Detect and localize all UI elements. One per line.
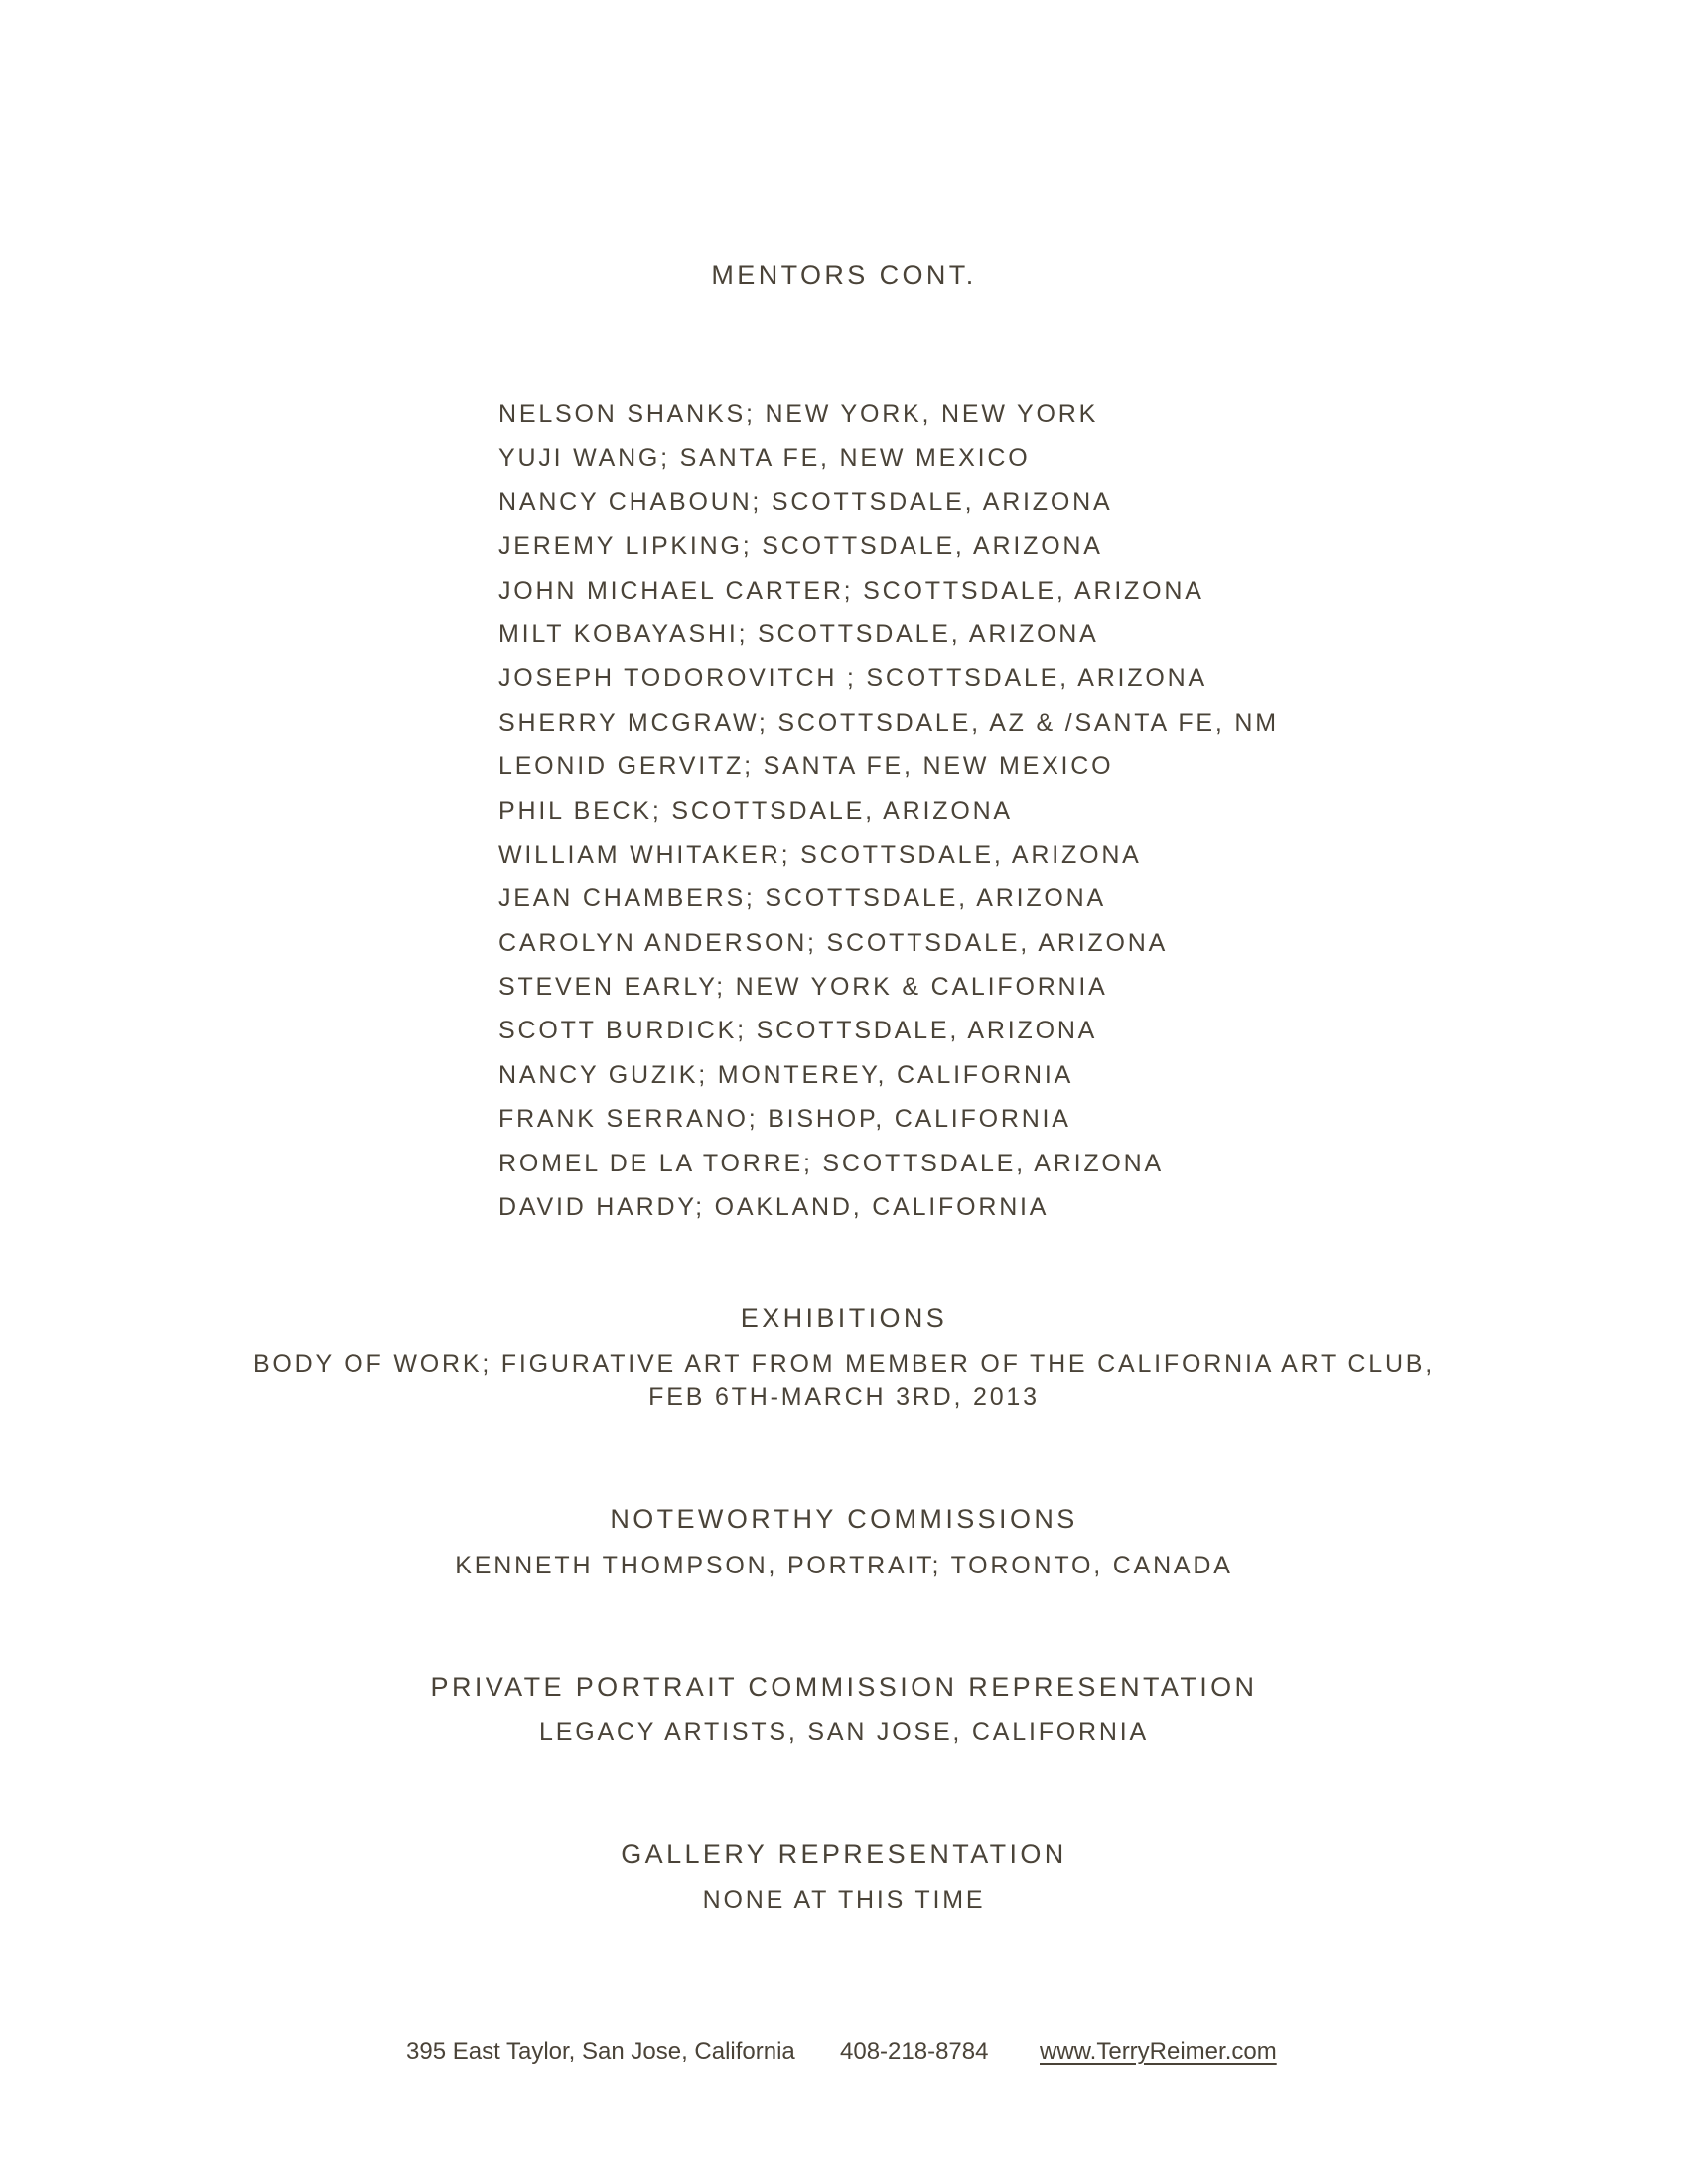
footer-website-link[interactable]: www.TerryReimer.com (1040, 2038, 1277, 2065)
mentor-item: STEVEN EARLY; NEW YORK & CALIFORNIA (498, 973, 1108, 1002)
exhibitions-heading: EXHIBITIONS (740, 1303, 948, 1333)
private-representation-line-1: LEGACY ARTISTS, SAN JOSE, CALIFORNIA (539, 1718, 1149, 1746)
mentor-item: NELSON SHANKS; NEW YORK, NEW YORK (498, 400, 1099, 428)
footer-address: 395 East Taylor, San Jose, California (406, 2038, 795, 2065)
gallery-line-1: NONE AT THIS TIME (702, 1886, 986, 1914)
mentor-item: JEREMY LIPKING; SCOTTSDALE, ARIZONA (498, 532, 1103, 561)
footer-phone: 408-218-8784 (840, 2038, 989, 2065)
commissions-heading: NOTEWORTHY COMMISSIONS (610, 1504, 1078, 1534)
mentor-item: SCOTT BURDICK; SCOTTSDALE, ARIZONA (498, 1017, 1098, 1045)
private-representation-heading: PRIVATE PORTRAIT COMMISSION REPRESENTATION (430, 1672, 1258, 1702)
mentor-item: SHERRY MCGRAW; SCOTTSDALE, AZ & /SANTA FE, NM (498, 708, 1279, 737)
mentor-item: DAVID HARDY; OAKLAND, CALIFORNIA (498, 1193, 1050, 1222)
mentors-heading: MENTORS CONT. (711, 260, 977, 290)
mentor-item: JEAN CHAMBERS; SCOTTSDALE, ARIZONA (498, 885, 1106, 913)
mentor-item: WILLIAM WHITAKER; SCOTTSDALE, ARIZONA (498, 840, 1142, 869)
exhibitions-line-2: FEB 6TH-MARCH 3RD, 2013 (648, 1383, 1040, 1411)
gallery-heading: GALLERY REPRESENTATION (621, 1840, 1067, 1869)
mentor-item: LEONID GERVITZ; SANTA FE, NEW MEXICO (498, 752, 1114, 781)
mentor-item: CAROLYN ANDERSON; SCOTTSDALE, ARIZONA (498, 928, 1169, 957)
mentor-item: NANCY GUZIK; MONTEREY, CALIFORNIA (498, 1060, 1074, 1089)
commissions-line-1: KENNETH THOMPSON, PORTRAIT; TORONTO, CANADA (455, 1552, 1233, 1579)
mentor-item: MILT KOBAYASHI; SCOTTSDALE, ARIZONA (498, 619, 1099, 648)
mentor-item: JOSEPH TODOROVITCH ; SCOTTSDALE, ARIZONA (498, 664, 1207, 693)
mentor-item: PHIL BECK; SCOTTSDALE, ARIZONA (498, 796, 1013, 825)
mentor-item: NANCY CHABOUN; SCOTTSDALE, ARIZONA (498, 487, 1113, 516)
exhibitions-line-1: BODY OF WORK; FIGURATIVE ART FROM MEMBER OF THE CALIFORNIA ART CLUB, (252, 1350, 1436, 1378)
mentor-item: YUJI WANG; SANTA FE, NEW MEXICO (498, 444, 1031, 473)
mentor-list (498, 392, 1279, 1229)
mentor-item: FRANK SERRANO; BISHOP, CALIFORNIA (498, 1105, 1071, 1134)
mentor-item: JOHN MICHAEL CARTER; SCOTTSDALE, ARIZONA (498, 576, 1204, 605)
mentor-item: ROMEL DE LA TORRE; SCOTTSDALE, ARIZONA (498, 1149, 1164, 1177)
